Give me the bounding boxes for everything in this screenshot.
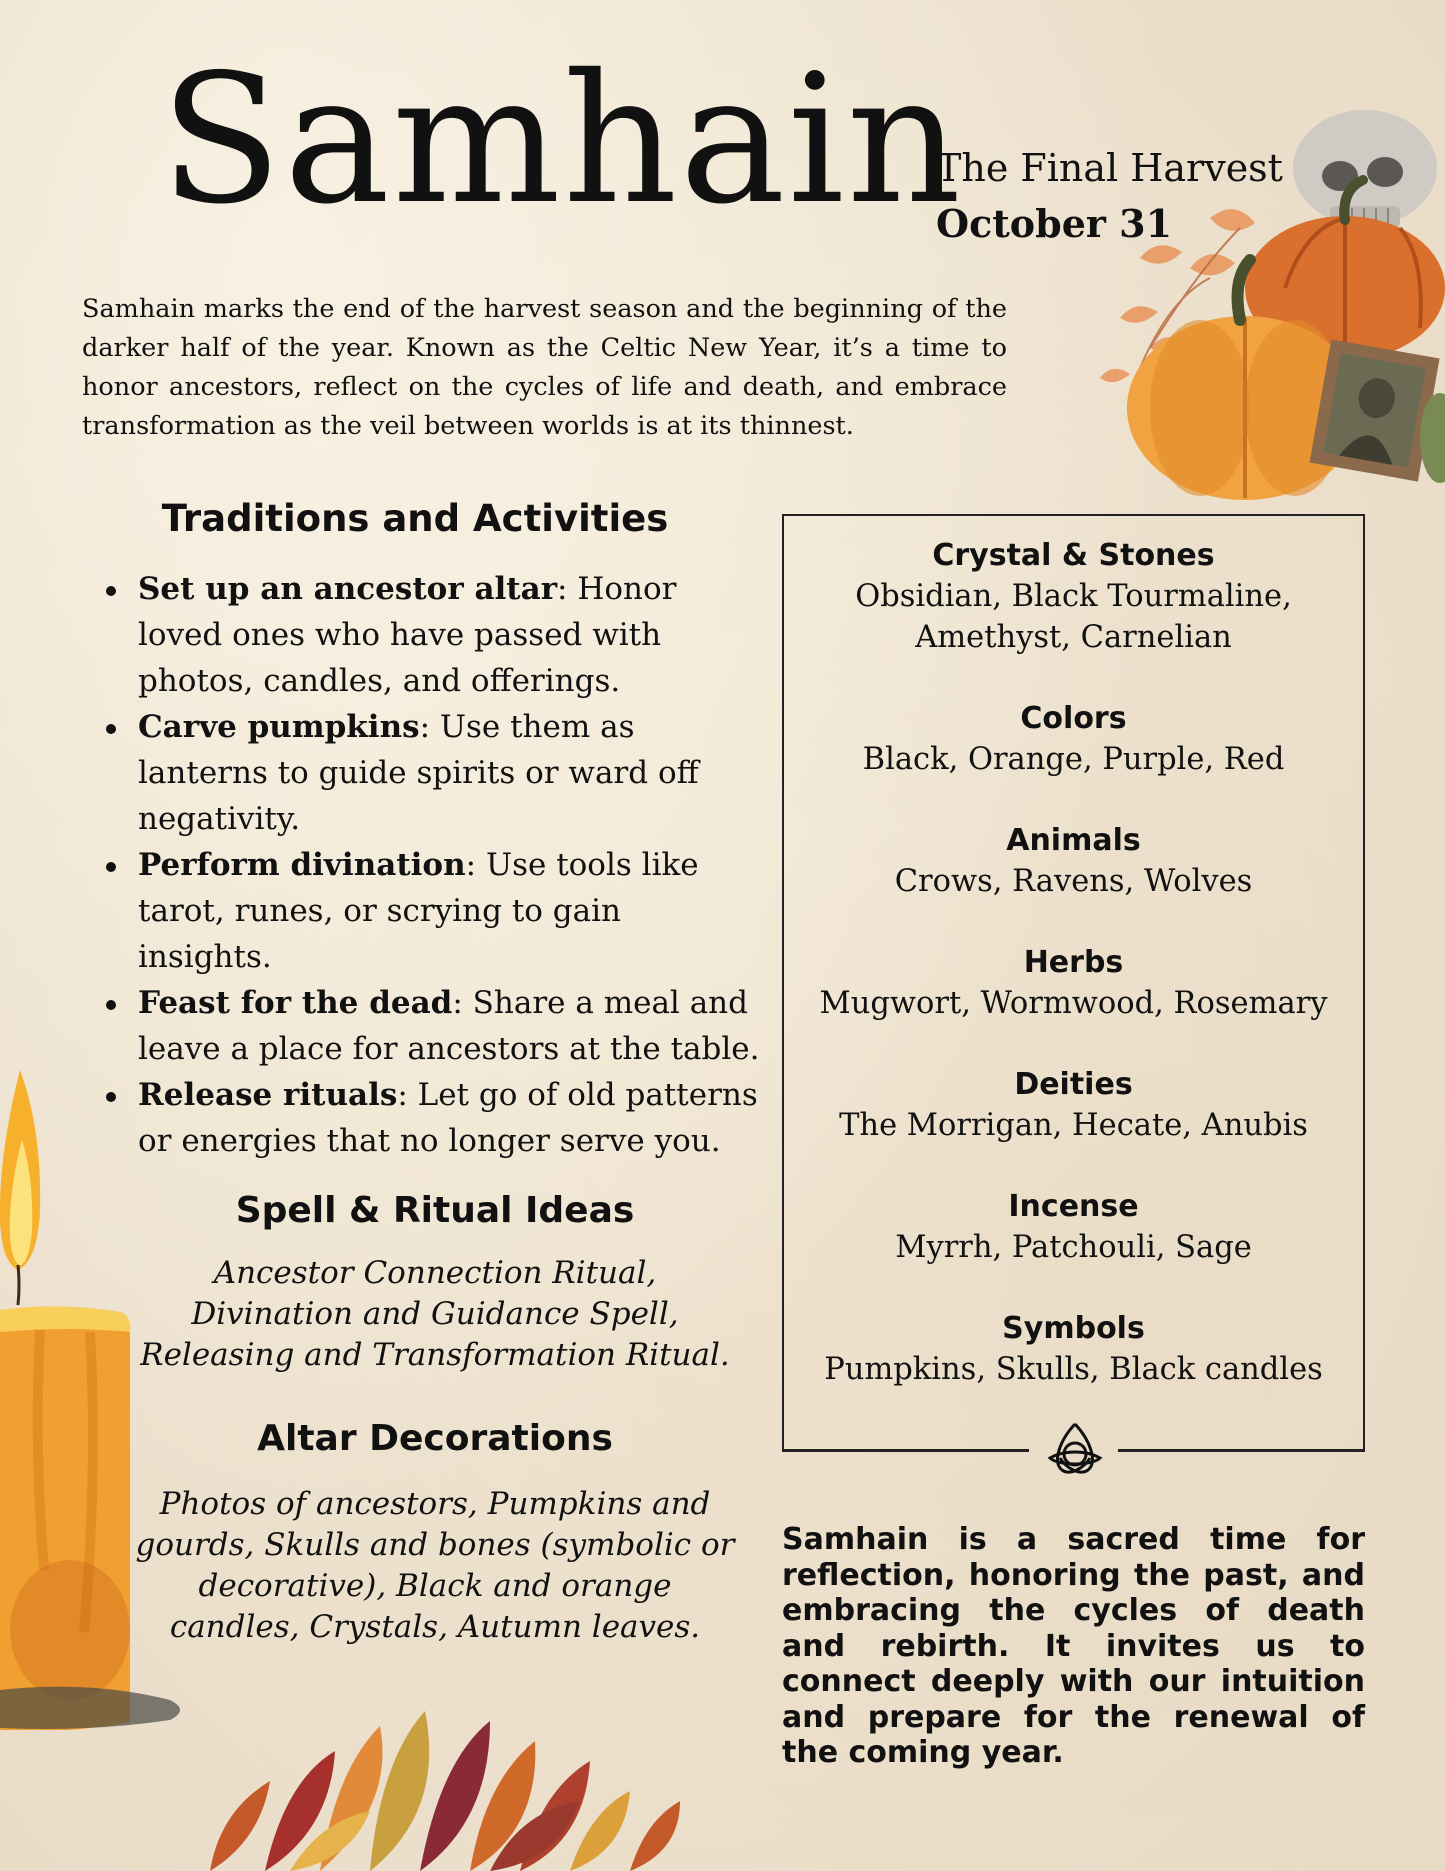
correspondence-value: The Morrigan, Hecate, Anubis bbox=[839, 1108, 1308, 1143]
traditions-list bbox=[100, 566, 760, 1164]
correspondence-value: Myrrh, Patchouli, Sage bbox=[895, 1230, 1252, 1265]
correspondence-herbs bbox=[782, 943, 1365, 1024]
box-divider-left bbox=[782, 1449, 1029, 1452]
correspondence-incense bbox=[782, 1187, 1365, 1268]
correspondence-colors bbox=[782, 699, 1365, 780]
traditions-heading: Traditions and Activities bbox=[161, 497, 669, 540]
list-item-title: Release rituals bbox=[138, 1077, 398, 1113]
correspondence-value: Crows, Ravens, Wolves bbox=[894, 864, 1253, 899]
intro-paragraph: Samhain marks the end of the harvest season and the beginning of the darker half of the year. Known as the Celtic New Year, it’s a time to honor ancestors, reflect on the cycles of life and death, and embrace transformation as the veil between worlds is at its thinnest. bbox=[82, 294, 1007, 441]
correspondence-value: Pumpkins, Skulls, Black candles bbox=[824, 1352, 1323, 1387]
box-divider-right bbox=[1118, 1449, 1365, 1452]
list-item-text: : Use tools like tarot, runes, or scrying to gain insights. bbox=[138, 847, 699, 975]
correspondence-label: Deities bbox=[1014, 1067, 1133, 1102]
list-item bbox=[100, 566, 760, 704]
closing-paragraph: Samhain is a sacred time for reflection, honoring the past, and embracing the cycles of death and rebirth. It invites us to connect deeply with our intuition and prepare for the renewal of the coming year. bbox=[782, 1522, 1365, 1770]
correspondence-symbols bbox=[782, 1309, 1365, 1390]
spell-heading: Spell & Ritual Ideas bbox=[235, 1190, 635, 1231]
correspondence-label: Symbols bbox=[1002, 1311, 1145, 1346]
list-item-text: : Use them as lanterns to guide spirits or ward off negativity. bbox=[138, 709, 699, 837]
correspondence-label: Herbs bbox=[1023, 945, 1124, 980]
altar-text: Photos of ancestors, Pumpkins and gourds, Skulls and bones (symbolic or decorative), Black and orange candles, Crystals, Autumn leaves. bbox=[135, 1486, 735, 1645]
list-item bbox=[100, 980, 760, 1072]
correspondence-value: Black, Orange, Purple, Red bbox=[862, 742, 1285, 777]
correspondence-label: Incense bbox=[1008, 1189, 1139, 1224]
spell-text: Ancestor Connection Ritual, Divination and Guidance Spell, Releasing and Transformation Ritual. bbox=[140, 1255, 730, 1373]
list-item-title: Set up an ancestor altar bbox=[138, 571, 558, 607]
list-item-text: : Share a meal and leave a place for ancestors at the table. bbox=[138, 985, 760, 1067]
triquetra-icon bbox=[1040, 1418, 1110, 1478]
correspondence-value: Mugwort, Wormwood, Rosemary bbox=[819, 986, 1328, 1021]
list-item-title: Perform divination bbox=[138, 847, 466, 883]
autumn-leaves-illustration bbox=[170, 1700, 710, 1871]
correspondence-animals bbox=[782, 821, 1365, 902]
correspondence-value: Obsidian, Black Tourmaline, Amethyst, Carnelian bbox=[855, 579, 1292, 655]
list-item-title: Carve pumpkins bbox=[138, 709, 420, 745]
festival-date: October 31 bbox=[936, 201, 1173, 246]
correspondence-label: Animals bbox=[1006, 823, 1141, 858]
list-item-title: Feast for the dead bbox=[138, 985, 453, 1021]
page-title-text: Samhain bbox=[160, 36, 964, 243]
subtitle: The Final Harvest bbox=[936, 146, 1283, 190]
correspondence-label: Crystal & Stones bbox=[932, 538, 1215, 573]
correspondence-deities bbox=[782, 1065, 1365, 1146]
list-item-text: : Honor loved ones who have passed with photos, candles, and offerings. bbox=[138, 571, 677, 699]
list-item bbox=[100, 1072, 760, 1164]
altar-heading: Altar Decorations bbox=[257, 1418, 613, 1459]
page-title bbox=[160, 36, 964, 243]
list-item bbox=[100, 842, 760, 980]
list-item bbox=[100, 704, 760, 842]
list-item-text: : Let go of old patterns or energies that no longer serve you. bbox=[138, 1077, 758, 1159]
correspondence-crystals bbox=[782, 536, 1365, 658]
subtitle-block bbox=[936, 140, 1283, 252]
correspondence-label: Colors bbox=[1020, 701, 1127, 736]
